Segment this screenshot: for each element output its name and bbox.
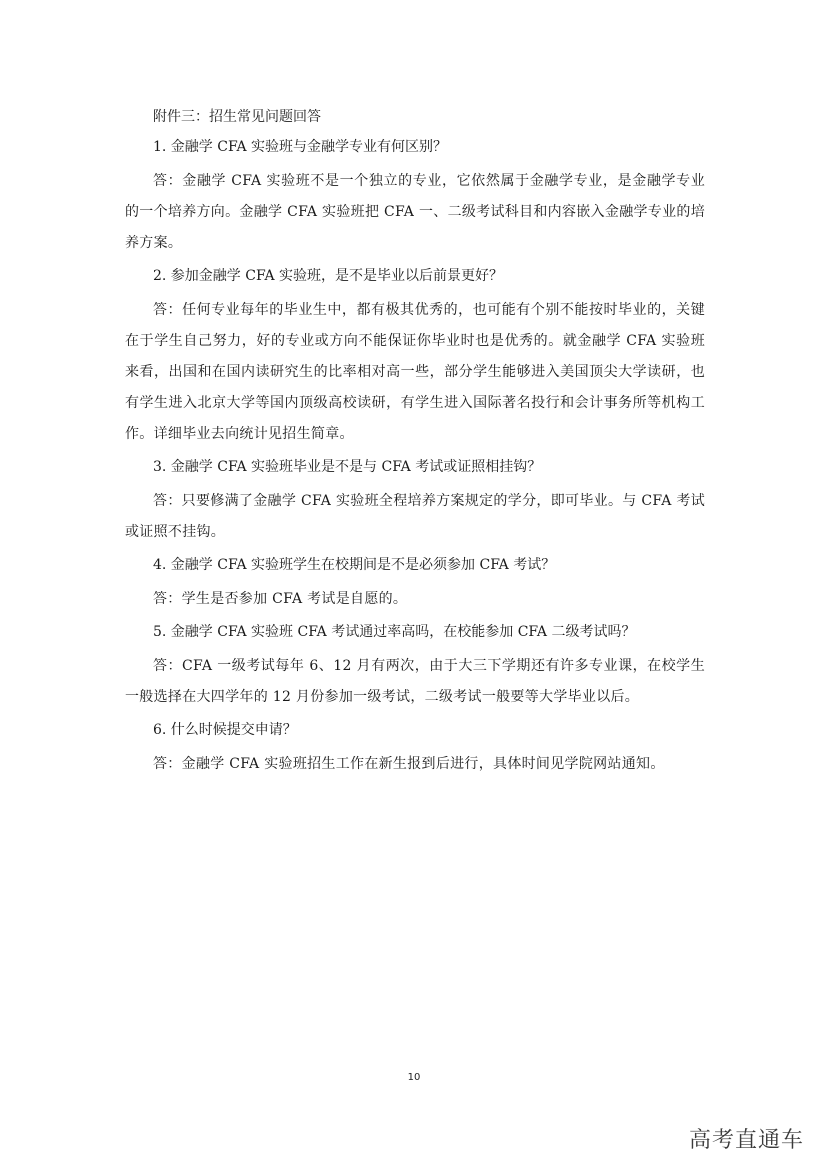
watermark-logo: 高考直通车 — [688, 1128, 804, 1153]
answer-1: 答：金融学 CFA 实验班不是一个独立的专业，它依然属于金融学专业，是金融学专业的一个培养方向。金融学 CFA 实验班把 CFA 一、二级考试科目和内容嵌入金融学专业的培养方案。 — [125, 173, 705, 251]
answer-2: 答：任何专业每年的毕业生中，都有极其优秀的，也可能有个别不能按时毕业的，关键在于学生自己努力，好的专业或方向不能保证你毕业时也是优秀的。就金融学 CFA 实验班来看，出国和在国内读研究生的比率相对高一些，部分学生能够进入美国顶尖大学读研，也有学生进入北京大学等国内顶级高校读研，有学生进入国际著名投行和会计事务所等机构工作。详细毕业去向统计见招生简章。 — [125, 302, 705, 442]
document-body — [125, 106, 705, 786]
question-2: 2. 参加金融学 CFA 实验班，是不是毕业以后前景更好？ — [153, 268, 504, 284]
question-1: 1. 金融学 CFA 实验班与金融学专业有何区别？ — [153, 139, 448, 155]
attachment-heading: 附件三：招生常见问题回答 — [153, 109, 321, 125]
answer-3: 答：只要修满了金融学 CFA 实验班全程培养方案规定的学分，即可毕业。与 CFA 考试或证照不挂钩。 — [125, 493, 705, 540]
question-4: 4. 金融学 CFA 实验班学生在校期间是不是必须参加 CFA 考试？ — [153, 557, 556, 573]
page-number: 10 — [407, 1072, 421, 1083]
question-3: 3. 金融学 CFA 实验班毕业是不是与 CFA 考试或证照相挂钩？ — [153, 459, 542, 475]
question-5: 5. 金融学 CFA 实验班 CFA 考试通过率高吗，在校能参加 CFA 二级考试吗？ — [153, 624, 636, 640]
answer-5: 答：CFA 一级考试每年 6、12 月有两次，由于大三下学期还有许多专业课，在校学生一般选择在大四学年的 12 月份参加一级考试，二级考试一般要等大学毕业以后。 — [125, 658, 705, 705]
answer-6: 答：金融学 CFA 实验班招生工作在新生报到后进行，具体时间见学院网站通知。 — [153, 756, 665, 772]
question-6: 6. 什么时候提交申请？ — [153, 722, 297, 738]
answer-4: 答：学生是否参加 CFA 考试是自愿的。 — [153, 591, 408, 607]
